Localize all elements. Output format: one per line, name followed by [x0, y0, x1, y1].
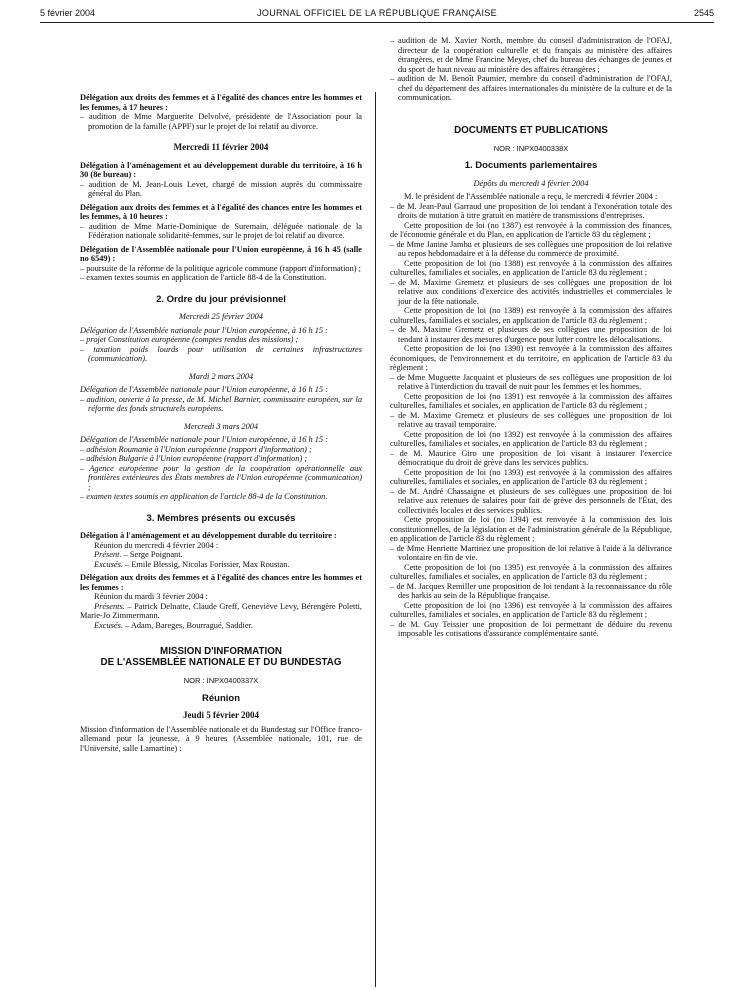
mission-meeting: Mission d'information de l'Assemblée nationale et du Bundestag sur l'Office franco-allemand pour la jeunesse, à 9 heures (Assemblée nationale, 101, rue de l'Université, salle Lamartine) : [80, 724, 362, 753]
sub2-item-1: – audition, ouverte à la presse, de M. Michel Barnier, commissaire européen, sur la réforme des fonds structurels européens. [80, 394, 362, 413]
proposal-text: – de Mme Janine Jambu et plusieurs de ses collègues une proposition de loi relative au repos hebdomadaire et à la défense du commerce de proximité. [390, 239, 672, 258]
block3-title: Délégation aux droits des femmes et à l'égalité des chances entre les hommes et les femmes, à 10 heures : [80, 202, 362, 221]
referral-text: Cette proposition de loi (no 1388) est renvoyée à la commission des affaires culturelles, familiales et sociales, en application de l'article 83 du règlement ; [390, 258, 672, 277]
nor-reference-2: NOR : INPX0400338X [493, 143, 569, 153]
proposal-entry [390, 202, 672, 240]
audition-north: – audition de M. Xavier North, membre du conseil d'administration de l'OFAJ, directeur de la coopération culturelle et du français au ministère des affaires étrangères, et de Mme Francine Meyer, chef du bureau des échanges de jeunes et du sport de haut niveau au ministère des affaires étrangères ; [390, 36, 672, 74]
pres2-excused [80, 621, 362, 631]
proposal-entry [390, 325, 672, 373]
mission-title-line-1: MISSION D'INFORMATION [160, 646, 282, 657]
block1-item: – audition de Mme Marguerite Delvolvé, présidente de l'Association pour la promotion de la famille (APPF) sur le projet de loi relatif au divorce. [80, 112, 362, 131]
referral-text: Cette proposition de loi (no 1396) est renvoyée à la commission des affaires culturelles, familiales et sociales, en application de l'article 83 du règlement ; [390, 600, 672, 619]
sub3-item-4: – examen textes soumis en application de l'article 88-4 de la Constitution. [80, 492, 328, 501]
sub1-title: Délégation de l'Assemblée nationale pour l'Union européenne, à 16 h 15 : [80, 325, 328, 335]
section-2-heading: 2. Ordre du jour prévisionnel [156, 293, 286, 305]
sub1-item-1: – projet Constitution européenne (comptes rendus des missions) ; [80, 335, 299, 344]
sub3-title: Délégation de l'Assemblée nationale pour l'Union européenne, à 16 h 15 : [80, 435, 328, 444]
pres1-excused [80, 560, 362, 570]
sub1-date: Mercredi 25 février 2004 [179, 312, 263, 321]
proposal-entry [390, 240, 672, 278]
documents-title: DOCUMENTS ET PUBLICATIONS [454, 124, 608, 136]
proposal-entry [390, 411, 672, 449]
intro: M. le président de l'Assemblée nationale a reçu, le mercredi 4 février 2004 : [404, 192, 658, 201]
proposals-list [390, 202, 672, 639]
column-rule [375, 92, 376, 987]
header-rule [40, 22, 714, 23]
block4-title: Délégation de l'Assemblée nationale pour l'Union européenne, à 16 h 45 (salle no 6549) : [80, 244, 362, 263]
pres2-meeting: Réunion du mardi 3 février 2004 : [94, 592, 209, 601]
pres1-title: Délégation à l'aménagement et au développement durable du territoire : [80, 531, 337, 540]
proposal-entry [390, 373, 672, 411]
proposal-text: – de M. Jean-Paul Garraud une proposition de loi tendant à l'exonération totale des droits de mutation à titre gratuit en matière de transmissions d'entreprises. [390, 201, 672, 220]
proposal-text: – de Mme Henriette Martinez une proposition de loi relative à l'aide à la délivrance volontaire en fin de vie. [390, 543, 672, 562]
proposal-text: – de M. Maurice Giro une proposition de loi visant à instaurer l'exercice démocratique du droit de grève dans les services publics. [390, 448, 672, 467]
referral-text: Cette proposition de loi (no 1394) est renvoyée à la commission des lois constitutionnelles, de la législation et de l'administration générale de la République, en application de l'article 83 du règlement ; [390, 515, 672, 543]
right-column [390, 36, 672, 639]
present-label: Présent. [94, 550, 122, 559]
wed-heading: Mercredi 11 février 2004 [173, 142, 269, 152]
left-column [80, 36, 362, 753]
referral-text: Cette proposition de loi (no 1387) est renvoyée à la commission des finances, de l'économie générale et du Plan, en application de l'article 83 du règlement ; [390, 220, 672, 239]
sub3-item-3: – Agence européenne pour la gestion de la coopération opérationnelle aux frontières extérieures des États membres de l'Union européenne (communication) ; [80, 463, 362, 492]
mission-title-line-2: DE L'ASSEMBLÉE NATIONALE ET DU BUNDESTAG [100, 657, 342, 668]
present-names: – Serge Poignant. [121, 550, 183, 559]
pres2-title: Délégation aux droits des femmes et à l'égalité des chances entre les hommes et les femmes : [80, 573, 362, 592]
block2-title: Délégation à l'aménagement et au développement durable du territoire, à 16 h 30 (8e bureau) : [80, 160, 362, 179]
referral-text: Cette proposition de loi (no 1389) est renvoyée à la commission des affaires culturelles, familiales et sociales, en application de l'article 83 du règlement ; [390, 306, 672, 325]
sub3-item-1: – adhésion Roumanie à l'Union européenne (rapport d'information) ; [80, 444, 312, 454]
block3-item: – audition de Mme Marie-Dominique de Suremain, déléguée nationale de la Fédération nationale solidarité-femmes, sur le projet de loi relatif au divorce. [80, 221, 362, 240]
sub2-title: Délégation de l'Assemblée nationale pour l'Union européenne, à 16 h 15 : [80, 385, 328, 394]
nor-reference: NOR : INPX0400337X [183, 676, 259, 685]
block4-item-2: – examen textes soumis en application de l'article 88-4 de la Constitution. [80, 273, 327, 282]
proposal-text: – de M. Maxime Gremetz et plusieurs de ses collègues une proposition de loi relative aux conditions d'exercice des activités industrielles et commerciales le jour de la fête nationale. [390, 277, 672, 306]
proposal-text: – de Mme Muguette Jacquaint et plusieurs de ses collègues une proposition de loi relative à l'interdiction du travail de nuit pour les femmes et les hommes. [390, 372, 672, 391]
reunion-heading: Réunion [202, 692, 240, 704]
referral-text: Cette proposition de loi (no 1390) est renvoyée à la commission des affaires économiques, de l'environnement et du territoire, en application de l'article 83 du règlement ; [390, 344, 672, 372]
referral-text: Cette proposition de loi (no 1392) est renvoyée à la commission des affaires culturelles, familiales et sociales, en application de l'article 83 du règlement ; [390, 429, 672, 448]
journal-title: JOURNAL OFFICIEL DE LA RÉPUBLIQUE FRANÇAISE [257, 8, 497, 18]
excused-names: – Adam, Bareges, Bourragué, Saddier. [122, 620, 253, 630]
referral-text: Cette proposition de loi (no 1395) est renvoyée à la commission des affaires culturelles, familiales et sociales, en application de l'article 83 du règlement ; [390, 562, 672, 581]
referral-text: Cette proposition de loi (no 1391) est renvoyée à la commission des affaires culturelles, familiales et sociales, en application de l'article 83 du règlement ; [390, 391, 672, 410]
excused-names: – Emile Blessig, Nicolas Forissier, Max Roustan. [122, 559, 290, 569]
referral-text: Cette proposition de loi (no 1393) est renvoyée à la commission des affaires culturelles, familiales et sociales, en application de l'article 83 du règlement ; [390, 467, 672, 486]
pres2-present [80, 602, 362, 621]
sub2-date: Mardi 2 mars 2004 [188, 371, 254, 381]
page-number: 2545 [693, 8, 714, 18]
sub1-item-2: – taxation poids lourds pour utilisation de certaines infrastructures (communication). [80, 344, 362, 363]
present-names: – Patrick Delnatte, Claude Greff, Geneviève Levy, Bérengère Poletti, Marie-Jo Zimmermann. [80, 601, 362, 620]
sub3-date: Mercredi 3 mars 2004 [183, 421, 259, 431]
proposal-entry [390, 449, 672, 487]
proposal-entry [390, 487, 672, 544]
proposal-text: – de M. André Chassaigne et plusieurs de ses collègues une proposition de loi relative aux retenues de salaires pour fait de grève des personnels de l'État, des collectivités locales et des services publics. [390, 486, 672, 515]
section-3-heading: 3. Membres présents ou excusés [146, 512, 296, 524]
header-date: 5 février 2004 [40, 8, 96, 18]
audition-paumier: – audition de M. Benoît Paumier, membre du conseil d'administration de l'OFAJ, chef du département des affaires internationales du ministère de la culture et de la communication. [390, 74, 672, 102]
present-label: Présents. [94, 601, 125, 611]
jeudi-heading: Jeudi 5 février 2004 [182, 710, 260, 720]
proposal-entry [390, 544, 672, 582]
proposal-text-last: – de M. Guy Teissier une proposition de loi permettant de déduire du revenu imposable les cotisations d'assurance complémentaire santé. [390, 619, 672, 638]
proposal-text: – de M. Jacques Remiller une proposition de loi tendant à la reconnaissance du rôle des harkis au sein de la République française. [390, 581, 672, 600]
depots-heading: Dépôts du mercredi 4 février 2004 [473, 178, 589, 188]
proposal-text: – de M. Maxime Gremetz et plusieurs de ses collègues une proposition de loi tendant à instaurer des mesures d'urgence pour lutter contre les délocalisations. [390, 325, 672, 344]
proposal-entry [390, 278, 672, 326]
sub3-item-2: – adhésion Bulgarie à l'Union européenne (rapport d'information) ; [80, 454, 308, 463]
section-1-heading: 1. Documents parlementaires [464, 160, 598, 171]
excused-label: Excusés. [94, 620, 123, 630]
block4-item-1: – poursuite de la réforme de la politique agricole commune (rapport d'information) ; [80, 263, 361, 273]
pres1-meeting: Réunion du mercredi 4 février 2004 : [94, 540, 219, 550]
excused-label: Excusés. [94, 559, 123, 569]
pres1-present [80, 550, 362, 560]
proposal-entry [390, 582, 672, 620]
block2-item: – audition de M. Jean-Louis Levet, chargé de mission auprès du commissaire général du Plan. [80, 179, 362, 198]
block1-title: Délégation aux droits des femmes et à l'égalité des chances entre les hommes et les femmes, à 17 heures : [80, 93, 362, 112]
proposal-text: – de M. Maxime Gremetz et plusieurs de ses collègues une proposition de loi relative au travail temporaire. [390, 410, 672, 429]
